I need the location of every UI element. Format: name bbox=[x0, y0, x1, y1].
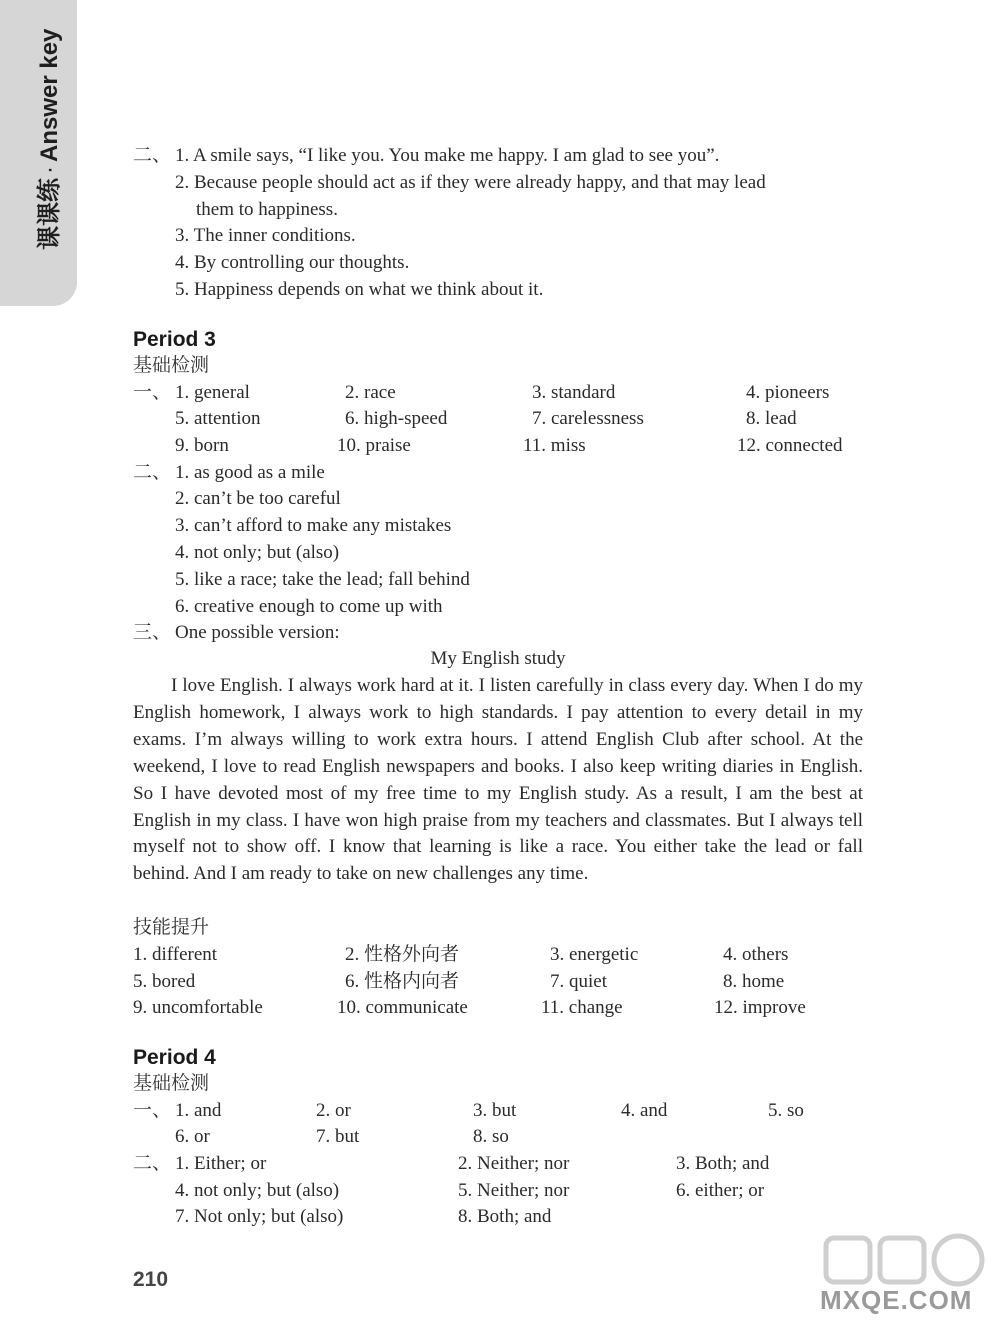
vocab-answer: 2. race bbox=[345, 382, 396, 403]
vocab-answer: 10. praise bbox=[337, 435, 411, 456]
skills-answer: 12. improve bbox=[714, 997, 806, 1018]
conjunction-answer: 3. but bbox=[473, 1100, 517, 1121]
vocab-answer: 12. connected bbox=[737, 435, 843, 456]
skills-answer: 6. 性格内向者 bbox=[345, 971, 460, 992]
conjunction-answer: 4. and bbox=[621, 1100, 668, 1121]
phrase-answer: 4. not only; but (also) bbox=[175, 542, 340, 563]
basic-check-label: 基础检测 bbox=[133, 1073, 210, 1094]
skills-answer: 5. bored bbox=[133, 971, 196, 992]
paired-conjunction-answer: 2. Neither; nor bbox=[458, 1153, 570, 1174]
period-3-title: Period 3 bbox=[133, 328, 216, 351]
vocab-answer: 4. pioneers bbox=[746, 382, 830, 403]
watermark-text: MXQE.COM bbox=[820, 1285, 973, 1315]
conjunction-answer: 1. and bbox=[175, 1100, 222, 1121]
phrase-answer: 2. can’t be too careful bbox=[175, 488, 341, 509]
vocab-answer: 6. high-speed bbox=[345, 408, 448, 429]
answer-line: 3. The inner conditions. bbox=[175, 225, 356, 246]
section-marker: 三、 bbox=[133, 622, 172, 643]
answer-line: 5. Happiness depends on what we think about it. bbox=[175, 279, 544, 300]
paired-conjunction-answer: 8. Both; and bbox=[458, 1206, 552, 1227]
side-tab-label bbox=[38, 29, 62, 250]
section-marker: 二、 bbox=[133, 145, 172, 166]
skills-answer: 1. different bbox=[133, 944, 218, 965]
vocab-answer: 5. attention bbox=[175, 408, 261, 429]
side-tab-dot: · bbox=[36, 166, 63, 174]
essay-body: I love English. I always work hard at it. I listen carefully in class every day. When I do my English homework, I always work to high standards. I pay attention to every detail in my exams. I’m always willing to work extra hours. I attend English Club after school. At the weekend, I love to read English newspapers and books. I also keep writing diaries in English. So I have devoted most of my free time to my English study. As a result, I am the best at English in my class. I have won high praise from my teachers and classmates. But I always tell myself not to show off. I know that learning is like a race. You either take the lead or fall behind. And I am ready to take on new challenges any time. bbox=[133, 675, 863, 885]
side-tab-chinese: 课课练 bbox=[36, 178, 63, 250]
vocab-answer: 11. miss bbox=[523, 435, 586, 456]
vocab-answer: 3. standard bbox=[532, 382, 616, 403]
paired-conjunction-answer: 7. Not only; but (also) bbox=[175, 1206, 344, 1227]
essay-intro: One possible version: bbox=[175, 622, 340, 643]
conjunction-answer: 8. so bbox=[473, 1126, 509, 1147]
skills-label: 技能提升 bbox=[133, 917, 210, 938]
paired-conjunction-answer: 1. Either; or bbox=[175, 1153, 267, 1174]
conjunction-answer: 6. or bbox=[175, 1126, 210, 1147]
conjunction-answer: 5. so bbox=[768, 1100, 804, 1121]
phrase-answer: 1. as good as a mile bbox=[175, 462, 325, 483]
paired-conjunction-answer: 5. Neither; nor bbox=[458, 1180, 570, 1201]
basic-check-label: 基础检测 bbox=[133, 355, 210, 376]
skills-answer: 3. energetic bbox=[550, 944, 639, 965]
conjunction-answer: 2. or bbox=[316, 1100, 351, 1121]
paired-conjunction-answer: 3. Both; and bbox=[676, 1153, 770, 1174]
skills-answer: 10. communicate bbox=[337, 997, 468, 1018]
skills-answer: 4. others bbox=[723, 944, 789, 965]
section-marker: 二、 bbox=[133, 1153, 172, 1174]
paired-conjunction-answer: 4. not only; but (also) bbox=[175, 1180, 340, 1201]
phrase-answer: 3. can’t afford to make any mistakes bbox=[175, 515, 452, 536]
phrase-answer: 6. creative enough to come up with bbox=[175, 596, 443, 617]
vocab-answer: 7. carelessness bbox=[532, 408, 644, 429]
answer-line: 4. By controlling our thoughts. bbox=[175, 252, 410, 273]
paired-conjunction-answer: 6. either; or bbox=[676, 1180, 765, 1201]
conjunction-answer: 7. but bbox=[316, 1126, 360, 1147]
answer-line: 2. Because people should act as if they were already happy, and that may lead bbox=[175, 172, 766, 193]
answer-line: them to happiness. bbox=[196, 199, 338, 220]
essay-title: My English study bbox=[430, 648, 566, 669]
skills-answer: 2. 性格外向者 bbox=[345, 944, 460, 965]
skills-answer: 9. uncomfortable bbox=[133, 997, 263, 1018]
vocab-answer: 9. born bbox=[175, 435, 229, 456]
side-tab bbox=[0, 0, 77, 306]
side-tab-english: Answer key bbox=[36, 28, 63, 162]
section-marker: 二、 bbox=[133, 462, 172, 483]
skills-answer: 8. home bbox=[723, 971, 785, 992]
answer-line: 1. A smile says, “I like you. You make me happy. I am glad to see you”. bbox=[175, 145, 720, 166]
skills-answer: 11. change bbox=[541, 997, 623, 1018]
phrase-answer: 5. like a race; take the lead; fall behind bbox=[175, 569, 470, 590]
section-marker: 一、 bbox=[133, 382, 172, 403]
section-marker: 一、 bbox=[133, 1100, 172, 1121]
skills-answer: 7. quiet bbox=[550, 971, 607, 992]
page-number: 210 bbox=[133, 1268, 169, 1291]
period-4-title: Period 4 bbox=[133, 1046, 216, 1069]
vocab-answer: 1. general bbox=[175, 382, 250, 403]
vocab-answer: 8. lead bbox=[746, 408, 797, 429]
